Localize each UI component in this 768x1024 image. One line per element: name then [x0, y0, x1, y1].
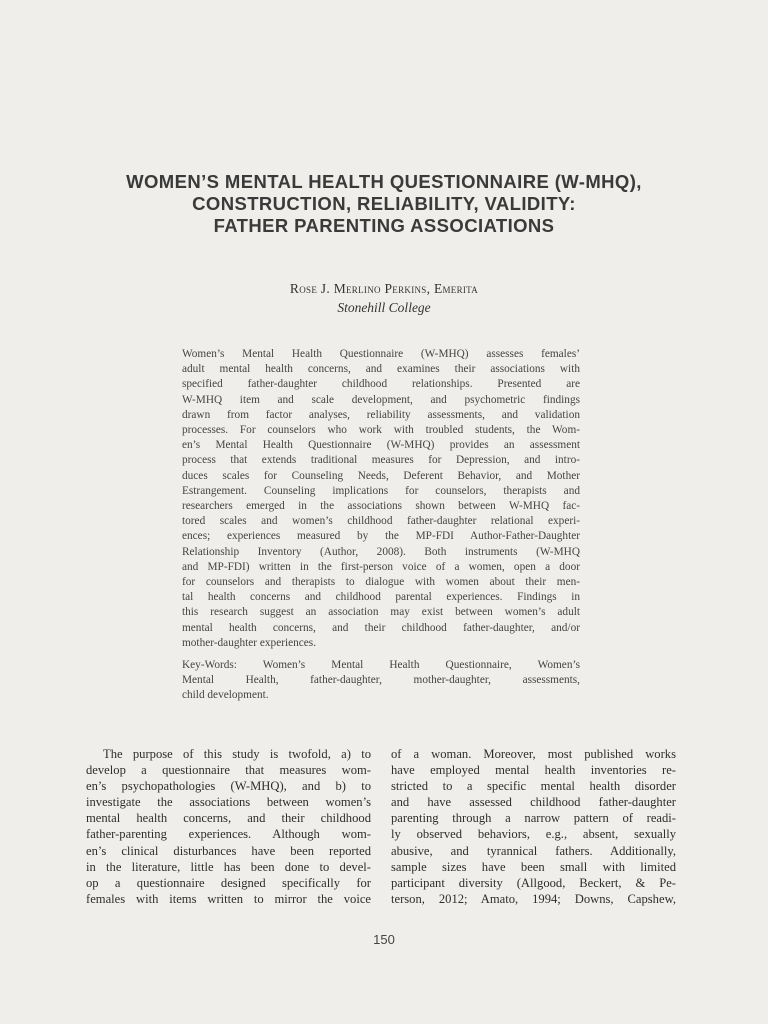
title-line: FATHER PARENTING ASSOCIATIONS	[213, 215, 555, 236]
body-line: ly observed behaviors, e.g., absent, sexually	[391, 827, 676, 842]
body-line: sample sizes have been small with limited	[391, 859, 676, 874]
abstract-line: tored scales and women’s childhood father-daughter relational experi-	[182, 515, 580, 528]
body-line: females with items written to mirror the voice	[86, 891, 371, 906]
abstract-line: researchers emerged in the associations shown between W-MHQ fac-	[182, 500, 580, 513]
body-line: stricted to a specific mental health disorder	[391, 779, 676, 794]
author-name: Rose J. Merlino Perkins, Emerita	[289, 281, 479, 296]
abstract-line: mother-daughter experiences.	[182, 636, 317, 649]
abstract-line: W-MHQ item and scale development, and psychometric findings	[182, 393, 580, 406]
abstract-line: and MP-FDI) written in the first-person voice of a women, open a door	[182, 560, 580, 573]
abstract-line: Women’s Mental Health Questionnaire (W-MHQ) assesses females’	[182, 348, 580, 360]
title-line: WOMEN’S MENTAL HEALTH QUESTIONNAIRE (W-MHQ),	[126, 171, 642, 192]
body-line: parenting through a narrow pattern of readi-	[391, 811, 676, 826]
body-line: op a questionnaire designed specifically for	[86, 875, 371, 890]
body-line: abusive, and tyrannical fathers. Additionally,	[391, 843, 676, 858]
body-line: of a woman. Moreover, most published works	[391, 747, 676, 761]
article-title	[60, 171, 708, 237]
abstract-line: Estrangement. Counseling implications for counselors, therapists and	[182, 484, 580, 497]
abstract-line: mental health concerns, and their childhood father-daughter, and/or	[182, 621, 580, 634]
abstract-line: tal health concerns and childhood parental experiences. Findings in	[182, 591, 580, 604]
author-affiliation: Stonehill College	[337, 300, 431, 315]
body-line: father-parenting experiences. Although wom-	[86, 827, 371, 842]
body-column-left	[86, 746, 371, 907]
body-line: develop a questionnaire that measures wom-	[86, 763, 371, 778]
title-line: CONSTRUCTION, RELIABILITY, VALIDITY:	[192, 193, 576, 214]
body-line: terson, 2012; Amato, 1994; Downs, Capshew,	[391, 891, 676, 906]
body-column-right	[391, 746, 676, 907]
body-line: en’s clinical disturbances have been reported	[86, 843, 371, 858]
page-number: 150	[373, 932, 395, 947]
abstract-line: duces scales for Counseling Needs, Deferent Behavior, and Mother	[182, 469, 580, 482]
abstract-line: adult mental health concerns, and examines their associations with	[182, 363, 580, 376]
author-block	[0, 279, 768, 317]
abstract-line: this research suggest an association may exist between women’s adult	[182, 606, 580, 619]
keywords-line: Mental Health, father-daughter, mother-daughter, assessments,	[182, 674, 580, 687]
abstract-line: process that extends traditional measures for Depression, and intro-	[182, 454, 580, 467]
abstract-line: drawn from factor analyses, reliability assessments, and validation	[182, 408, 580, 421]
body-line: in the literature, little has been done to devel-	[86, 859, 371, 874]
abstract-line: specified father-daughter childhood relationships. Presented are	[182, 378, 580, 391]
abstract	[182, 347, 580, 704]
body-line: en’s psychopathologies (W-MHQ), and b) to	[86, 779, 371, 794]
abstract-line: en’s Mental Health Questionnaire (W-MHQ) provides an assessment	[182, 439, 580, 452]
abstract-line: ences; experiences measured by the MP-FDI Author-Father-Daughter	[182, 530, 580, 543]
abstract-line: Relationship Inventory (Author, 2008). Both instruments (W-MHQ	[182, 545, 580, 558]
body-line: have employed mental health inventories re-	[391, 763, 676, 778]
body-line: mental health concerns, and their childhood	[86, 811, 371, 826]
body-line: participant diversity (Allgood, Beckert, & Pe-	[391, 875, 676, 890]
keywords-line: Key-Words: Women’s Mental Health Questionnaire, Women’s	[182, 659, 580, 672]
keywords	[182, 658, 580, 704]
keywords-line: child development.	[182, 689, 269, 702]
abstract-line: processes. For counselors who work with troubled students, the Wom-	[182, 424, 580, 437]
body-line: The purpose of this study is twofold, a) to	[103, 747, 371, 761]
body-line: and have assessed childhood father-daughter	[391, 795, 676, 810]
abstract-line: for counselors and therapists to dialogue with women about their men-	[182, 576, 580, 589]
body-line: investigate the associations between women’s	[86, 795, 371, 810]
